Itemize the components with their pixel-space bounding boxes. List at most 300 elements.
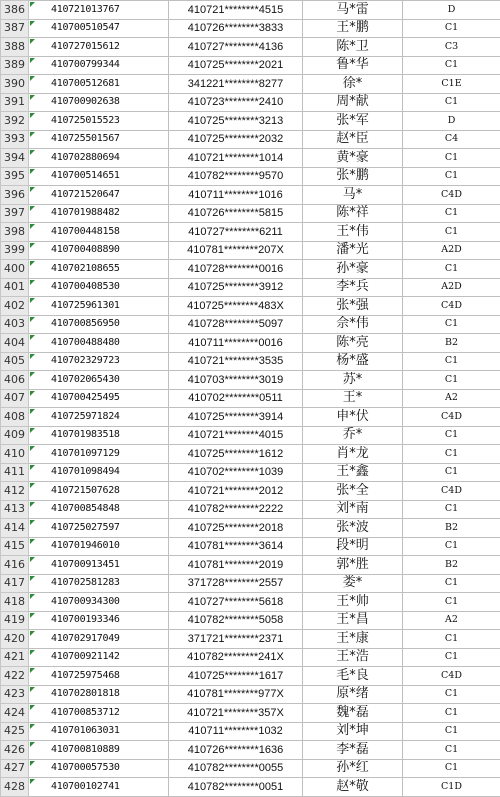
- error-flag-icon: [30, 95, 35, 100]
- row-number[interactable]: 402: [1, 297, 29, 316]
- error-flag-icon: [30, 687, 35, 692]
- id-card-cell[interactable]: 410725********2018: [169, 519, 303, 538]
- name-cell[interactable]: 孙*豪: [303, 260, 403, 279]
- record-id-cell[interactable]: [29, 297, 169, 316]
- record-id-cell[interactable]: [29, 334, 169, 353]
- name-cell[interactable]: 张*军: [303, 112, 403, 131]
- license-class-cell[interactable]: C1: [403, 315, 500, 334]
- id-card-cell[interactable]: 410702********0511: [169, 389, 303, 408]
- table-row[interactable]: [1, 389, 500, 408]
- row-number[interactable]: 420: [1, 630, 29, 649]
- record-id-cell[interactable]: [29, 667, 169, 686]
- table-row[interactable]: [1, 685, 500, 704]
- error-flag-icon: [30, 650, 35, 655]
- table-row[interactable]: [1, 648, 500, 667]
- license-class-cell[interactable]: C1: [403, 685, 500, 704]
- record-id-cell[interactable]: [29, 537, 169, 556]
- name-cell[interactable]: 乔*: [303, 426, 403, 445]
- name-cell[interactable]: 佘*伟: [303, 315, 403, 334]
- id-card-cell[interactable]: 410782********241X: [169, 648, 303, 667]
- id-card-cell[interactable]: 410782********0051: [169, 778, 303, 797]
- record-id-cell[interactable]: [29, 75, 169, 94]
- error-flag-icon: [30, 409, 35, 414]
- name-cell[interactable]: 张*强: [303, 297, 403, 316]
- license-class-cell[interactable]: A2D: [403, 241, 500, 260]
- record-id-cell[interactable]: [29, 556, 169, 575]
- id-card-cell[interactable]: 410781********3614: [169, 537, 303, 556]
- record-id-text: 410700902638: [51, 96, 120, 107]
- id-card-cell[interactable]: 410725********3213: [169, 112, 303, 131]
- table-row[interactable]: [1, 741, 500, 760]
- record-id-cell[interactable]: [29, 500, 169, 519]
- row-number[interactable]: 421: [1, 648, 29, 667]
- name-cell[interactable]: 陈*祥: [303, 204, 403, 223]
- record-id-cell[interactable]: [29, 149, 169, 168]
- license-class-cell[interactable]: A2: [403, 611, 500, 630]
- id-card-cell[interactable]: 410721********3535: [169, 352, 303, 371]
- record-id-cell[interactable]: [29, 445, 169, 464]
- row-number[interactable]: 392: [1, 112, 29, 131]
- table-row[interactable]: [1, 241, 500, 260]
- row-number[interactable]: 404: [1, 334, 29, 353]
- name-cell[interactable]: 申*伏: [303, 408, 403, 427]
- row-number[interactable]: 403: [1, 315, 29, 334]
- row-number[interactable]: 416: [1, 556, 29, 575]
- table-row[interactable]: [1, 186, 500, 205]
- license-class-cell[interactable]: C4D: [403, 667, 500, 686]
- id-card-cell[interactable]: 341221********8277: [169, 75, 303, 94]
- row-number[interactable]: 410: [1, 445, 29, 464]
- id-card-cell[interactable]: 410781********207X: [169, 241, 303, 260]
- license-class-cell[interactable]: C1: [403, 630, 500, 649]
- id-card-cell[interactable]: 410726********3833: [169, 19, 303, 38]
- row-number[interactable]: 423: [1, 685, 29, 704]
- table-row[interactable]: [1, 297, 500, 316]
- table-row[interactable]: [1, 704, 500, 723]
- row-number[interactable]: 425: [1, 722, 29, 741]
- record-id-text: 410700057530: [51, 762, 120, 773]
- record-id-cell[interactable]: [29, 186, 169, 205]
- record-id-cell[interactable]: [29, 19, 169, 38]
- name-cell[interactable]: 原*绪: [303, 685, 403, 704]
- license-class-cell[interactable]: C1: [403, 167, 500, 186]
- id-card-cell[interactable]: 410781********977X: [169, 685, 303, 704]
- license-class-cell[interactable]: C1: [403, 500, 500, 519]
- id-card-cell[interactable]: 410727********5618: [169, 593, 303, 612]
- id-card-cell[interactable]: 410711********1016: [169, 186, 303, 205]
- license-class-cell[interactable]: C4D: [403, 297, 500, 316]
- table-row[interactable]: [1, 667, 500, 686]
- record-id-cell[interactable]: [29, 741, 169, 760]
- id-card-cell[interactable]: 410725********3914: [169, 408, 303, 427]
- license-class-cell[interactable]: C1: [403, 93, 500, 112]
- table-row[interactable]: [1, 445, 500, 464]
- license-class-cell[interactable]: C1: [403, 537, 500, 556]
- name-cell[interactable]: 鲁*华: [303, 56, 403, 75]
- row-number[interactable]: 417: [1, 574, 29, 593]
- record-id-cell[interactable]: [29, 315, 169, 334]
- name-cell[interactable]: 肖*龙: [303, 445, 403, 464]
- record-id-cell[interactable]: [29, 704, 169, 723]
- table-row[interactable]: [1, 278, 500, 297]
- record-id-cell[interactable]: [29, 371, 169, 390]
- row-number[interactable]: 397: [1, 204, 29, 223]
- row-number[interactable]: 411: [1, 463, 29, 482]
- error-flag-icon: [30, 21, 35, 26]
- license-class-cell[interactable]: C4D: [403, 186, 500, 205]
- name-cell[interactable]: 马*: [303, 186, 403, 205]
- record-id-text: 410700856950: [51, 318, 120, 329]
- error-flag-icon: [30, 298, 35, 303]
- record-id-cell[interactable]: [29, 167, 169, 186]
- name-cell[interactable]: 段*明: [303, 537, 403, 556]
- license-class-cell[interactable]: C4: [403, 130, 500, 149]
- name-cell[interactable]: 王*帅: [303, 593, 403, 612]
- error-flag-icon: [30, 2, 35, 7]
- row-number[interactable]: 408: [1, 408, 29, 427]
- record-id-cell[interactable]: [29, 648, 169, 667]
- row-number[interactable]: 422: [1, 667, 29, 686]
- record-id-text: 410700408530: [51, 281, 120, 292]
- name-cell[interactable]: 李*兵: [303, 278, 403, 297]
- table-row[interactable]: [1, 56, 500, 75]
- record-id-cell[interactable]: [29, 241, 169, 260]
- id-card-cell[interactable]: 410726********1636: [169, 741, 303, 760]
- name-cell[interactable]: 马*雷: [303, 1, 403, 20]
- error-flag-icon: [30, 761, 35, 766]
- name-cell[interactable]: 王*鹏: [303, 19, 403, 38]
- error-flag-icon: [30, 465, 35, 470]
- table-row[interactable]: [1, 38, 500, 57]
- table-row[interactable]: [1, 463, 500, 482]
- license-class-cell[interactable]: C1: [403, 574, 500, 593]
- row-number[interactable]: 413: [1, 500, 29, 519]
- license-class-cell[interactable]: D: [403, 112, 500, 131]
- name-cell[interactable]: 张*波: [303, 519, 403, 538]
- id-card-cell[interactable]: 410727********6211: [169, 223, 303, 242]
- error-flag-icon: [30, 428, 35, 433]
- record-id-text: 410702065430: [51, 374, 120, 385]
- table-row[interactable]: [1, 408, 500, 427]
- license-class-cell[interactable]: B2: [403, 556, 500, 575]
- name-cell[interactable]: 郭*胜: [303, 556, 403, 575]
- record-id-text: 410701983518: [51, 429, 120, 440]
- id-card-cell[interactable]: 410725********1612: [169, 445, 303, 464]
- row-number[interactable]: 398: [1, 223, 29, 242]
- table-row[interactable]: [1, 19, 500, 38]
- table-row[interactable]: [1, 482, 500, 501]
- record-id-cell[interactable]: [29, 685, 169, 704]
- table-row[interactable]: [1, 593, 500, 612]
- name-cell[interactable]: 王*伟: [303, 223, 403, 242]
- id-card-cell[interactable]: 410725********2021: [169, 56, 303, 75]
- license-class-cell[interactable]: C1: [403, 593, 500, 612]
- name-cell[interactable]: 魏*磊: [303, 704, 403, 723]
- license-class-cell[interactable]: C1: [403, 149, 500, 168]
- table-row[interactable]: [1, 574, 500, 593]
- name-cell[interactable]: 王*昌: [303, 611, 403, 630]
- table-row[interactable]: [1, 519, 500, 538]
- record-id-cell[interactable]: [29, 204, 169, 223]
- table-row[interactable]: [1, 167, 500, 186]
- license-class-cell[interactable]: C1: [403, 204, 500, 223]
- license-class-cell[interactable]: C4D: [403, 408, 500, 427]
- record-id-cell[interactable]: [29, 352, 169, 371]
- record-id-cell[interactable]: [29, 112, 169, 131]
- name-cell[interactable]: 娄*: [303, 574, 403, 593]
- id-card-cell[interactable]: 410721********4515: [169, 1, 303, 20]
- row-number[interactable]: 426: [1, 741, 29, 760]
- table-row[interactable]: [1, 260, 500, 279]
- record-id-cell[interactable]: [29, 759, 169, 778]
- row-number[interactable]: 405: [1, 352, 29, 371]
- id-card-cell[interactable]: 410721********357X: [169, 704, 303, 723]
- row-number[interactable]: 424: [1, 704, 29, 723]
- table-row[interactable]: [1, 334, 500, 353]
- table-row[interactable]: [1, 130, 500, 149]
- license-class-cell[interactable]: C1E: [403, 75, 500, 94]
- row-number[interactable]: 406: [1, 371, 29, 390]
- table-row[interactable]: [1, 93, 500, 112]
- row-number[interactable]: 412: [1, 482, 29, 501]
- table-row[interactable]: [1, 149, 500, 168]
- table-row[interactable]: [1, 315, 500, 334]
- error-flag-icon: [30, 705, 35, 710]
- table-row[interactable]: [1, 204, 500, 223]
- name-cell[interactable]: 刘*坤: [303, 722, 403, 741]
- license-class-cell[interactable]: C1: [403, 426, 500, 445]
- record-id-cell[interactable]: [29, 463, 169, 482]
- record-id-cell[interactable]: [29, 130, 169, 149]
- record-id-cell[interactable]: [29, 408, 169, 427]
- row-number[interactable]: 407: [1, 389, 29, 408]
- row-number[interactable]: 400: [1, 260, 29, 279]
- license-class-cell[interactable]: C1: [403, 352, 500, 371]
- record-id-cell[interactable]: [29, 722, 169, 741]
- row-number[interactable]: 386: [1, 1, 29, 20]
- id-card-cell[interactable]: 410725********3912: [169, 278, 303, 297]
- table-row[interactable]: [1, 778, 500, 797]
- table-row[interactable]: [1, 1, 500, 20]
- record-id-text: 410702108655: [51, 263, 120, 274]
- row-number[interactable]: 418: [1, 593, 29, 612]
- name-cell[interactable]: 王*: [303, 389, 403, 408]
- record-id-cell[interactable]: [29, 223, 169, 242]
- name-cell[interactable]: 李*磊: [303, 741, 403, 760]
- license-class-cell[interactable]: C1D: [403, 778, 500, 797]
- row-number[interactable]: 414: [1, 519, 29, 538]
- record-id-text: 410702801818: [51, 688, 120, 699]
- error-flag-icon: [30, 502, 35, 507]
- name-cell[interactable]: 黄*豪: [303, 149, 403, 168]
- license-class-cell[interactable]: B2: [403, 334, 500, 353]
- record-id-text: 410725961301: [51, 300, 120, 311]
- id-card-cell[interactable]: 410782********0055: [169, 759, 303, 778]
- id-card-cell[interactable]: 410725********483X: [169, 297, 303, 316]
- error-flag-icon: [30, 261, 35, 266]
- record-id-text: 410700913451: [51, 559, 120, 570]
- name-cell[interactable]: 王*浩: [303, 648, 403, 667]
- error-flag-icon: [30, 520, 35, 525]
- id-card-cell[interactable]: 410782********5058: [169, 611, 303, 630]
- error-flag-icon: [30, 317, 35, 322]
- row-number[interactable]: 393: [1, 130, 29, 149]
- name-cell[interactable]: 赵*敬: [303, 778, 403, 797]
- record-id-cell[interactable]: [29, 574, 169, 593]
- license-class-cell[interactable]: C1: [403, 741, 500, 760]
- table-row[interactable]: [1, 75, 500, 94]
- row-number[interactable]: 387: [1, 19, 29, 38]
- record-id-cell[interactable]: [29, 778, 169, 797]
- record-id-cell[interactable]: [29, 278, 169, 297]
- name-cell[interactable]: 孙*红: [303, 759, 403, 778]
- table-row[interactable]: [1, 500, 500, 519]
- record-id-cell[interactable]: [29, 630, 169, 649]
- record-id-cell[interactable]: [29, 93, 169, 112]
- error-flag-icon: [30, 613, 35, 618]
- license-class-cell[interactable]: A2: [403, 389, 500, 408]
- license-class-cell[interactable]: A2D: [403, 278, 500, 297]
- record-id-cell[interactable]: [29, 1, 169, 20]
- name-cell[interactable]: 周*献: [303, 93, 403, 112]
- row-number[interactable]: 427: [1, 759, 29, 778]
- name-cell[interactable]: 徐*: [303, 75, 403, 94]
- name-cell[interactable]: 毛*良: [303, 667, 403, 686]
- name-cell[interactable]: 陈*亮: [303, 334, 403, 353]
- license-class-cell[interactable]: C1: [403, 223, 500, 242]
- id-card-cell[interactable]: 410727********4136: [169, 38, 303, 57]
- license-class-cell[interactable]: C1: [403, 19, 500, 38]
- record-id-text: 410725501567: [51, 133, 120, 144]
- record-id-cell[interactable]: [29, 56, 169, 75]
- table-row[interactable]: [1, 611, 500, 630]
- error-flag-icon: [30, 483, 35, 488]
- record-id-text: 410700488480: [51, 337, 120, 348]
- name-cell[interactable]: 陈*卫: [303, 38, 403, 57]
- license-class-cell[interactable]: C1: [403, 445, 500, 464]
- record-id-cell[interactable]: [29, 611, 169, 630]
- id-card-cell[interactable]: 371721********2371: [169, 630, 303, 649]
- id-card-cell[interactable]: 371728********2557: [169, 574, 303, 593]
- record-id-text: 410700799344: [51, 59, 120, 70]
- license-class-cell[interactable]: C1: [403, 704, 500, 723]
- license-class-cell[interactable]: C1: [403, 260, 500, 279]
- record-id-text: 410700102741: [51, 781, 120, 792]
- license-class-cell[interactable]: C4D: [403, 482, 500, 501]
- row-number[interactable]: 401: [1, 278, 29, 297]
- row-number[interactable]: 409: [1, 426, 29, 445]
- name-cell[interactable]: 张*全: [303, 482, 403, 501]
- table-row[interactable]: [1, 426, 500, 445]
- table-row[interactable]: [1, 223, 500, 242]
- license-class-cell[interactable]: C1: [403, 371, 500, 390]
- record-id-cell[interactable]: [29, 426, 169, 445]
- error-flag-icon: [30, 576, 35, 581]
- record-id-cell[interactable]: [29, 593, 169, 612]
- table-row[interactable]: [1, 112, 500, 131]
- license-class-cell[interactable]: C1: [403, 463, 500, 482]
- table-row[interactable]: [1, 371, 500, 390]
- license-class-cell[interactable]: C1: [403, 722, 500, 741]
- name-cell[interactable]: 张*鹏: [303, 167, 403, 186]
- table-row[interactable]: [1, 352, 500, 371]
- table-row[interactable]: [1, 759, 500, 778]
- record-id-text: 410701098494: [51, 466, 120, 477]
- name-cell[interactable]: 潘*光: [303, 241, 403, 260]
- error-flag-icon: [30, 280, 35, 285]
- record-id-text: 410727015612: [51, 41, 120, 52]
- record-id-cell[interactable]: [29, 260, 169, 279]
- error-flag-icon: [30, 76, 35, 81]
- id-card-cell[interactable]: 410721********4015: [169, 426, 303, 445]
- name-cell[interactable]: 杨*盛: [303, 352, 403, 371]
- name-cell[interactable]: 苏*: [303, 371, 403, 390]
- record-id-cell[interactable]: [29, 519, 169, 538]
- row-number[interactable]: 394: [1, 149, 29, 168]
- row-number[interactable]: 388: [1, 38, 29, 57]
- id-card-cell[interactable]: 410723********2410: [169, 93, 303, 112]
- record-id-text: 410700810889: [51, 744, 120, 755]
- name-cell[interactable]: 赵*臣: [303, 130, 403, 149]
- id-card-cell[interactable]: 410781********2019: [169, 556, 303, 575]
- row-number[interactable]: 428: [1, 778, 29, 797]
- license-class-cell[interactable]: B2: [403, 519, 500, 538]
- table-row[interactable]: [1, 722, 500, 741]
- id-card-cell[interactable]: 410711********0016: [169, 334, 303, 353]
- record-id-cell[interactable]: [29, 482, 169, 501]
- error-flag-icon: [30, 668, 35, 673]
- license-class-cell[interactable]: D: [403, 1, 500, 20]
- license-class-cell[interactable]: C1: [403, 648, 500, 667]
- error-flag-icon: [30, 243, 35, 248]
- table-row[interactable]: [1, 630, 500, 649]
- id-card-cell[interactable]: 410703********3019: [169, 371, 303, 390]
- row-number[interactable]: 390: [1, 75, 29, 94]
- name-cell[interactable]: 王*康: [303, 630, 403, 649]
- license-class-cell[interactable]: C1: [403, 56, 500, 75]
- id-card-cell[interactable]: 410728********0016: [169, 260, 303, 279]
- id-card-cell[interactable]: 410782********9570: [169, 167, 303, 186]
- id-card-cell[interactable]: 410725********2032: [169, 130, 303, 149]
- license-class-cell[interactable]: C3: [403, 38, 500, 57]
- name-cell[interactable]: 刘*南: [303, 500, 403, 519]
- record-id-cell[interactable]: [29, 389, 169, 408]
- id-card-cell[interactable]: 410702********1039: [169, 463, 303, 482]
- id-card-cell[interactable]: 410728********5097: [169, 315, 303, 334]
- table-row[interactable]: [1, 537, 500, 556]
- record-id-text: 410700512681: [51, 78, 120, 89]
- id-card-cell[interactable]: 410726********5815: [169, 204, 303, 223]
- id-card-cell[interactable]: 410782********2222: [169, 500, 303, 519]
- id-card-cell[interactable]: 410725********1617: [169, 667, 303, 686]
- record-id-text: 410701988482: [51, 207, 120, 218]
- table-row[interactable]: [1, 556, 500, 575]
- row-number[interactable]: 399: [1, 241, 29, 260]
- error-flag-icon: [30, 539, 35, 544]
- row-number[interactable]: 415: [1, 537, 29, 556]
- name-cell[interactable]: 王*鑫: [303, 463, 403, 482]
- id-card-cell[interactable]: 410711********1032: [169, 722, 303, 741]
- license-class-cell[interactable]: C1: [403, 759, 500, 778]
- row-number[interactable]: 419: [1, 611, 29, 630]
- row-number[interactable]: 396: [1, 186, 29, 205]
- row-number[interactable]: 395: [1, 167, 29, 186]
- id-card-cell[interactable]: 410721********1014: [169, 149, 303, 168]
- id-card-cell[interactable]: 410721********2012: [169, 482, 303, 501]
- row-number[interactable]: 391: [1, 93, 29, 112]
- row-number[interactable]: 389: [1, 56, 29, 75]
- record-id-cell[interactable]: [29, 38, 169, 57]
